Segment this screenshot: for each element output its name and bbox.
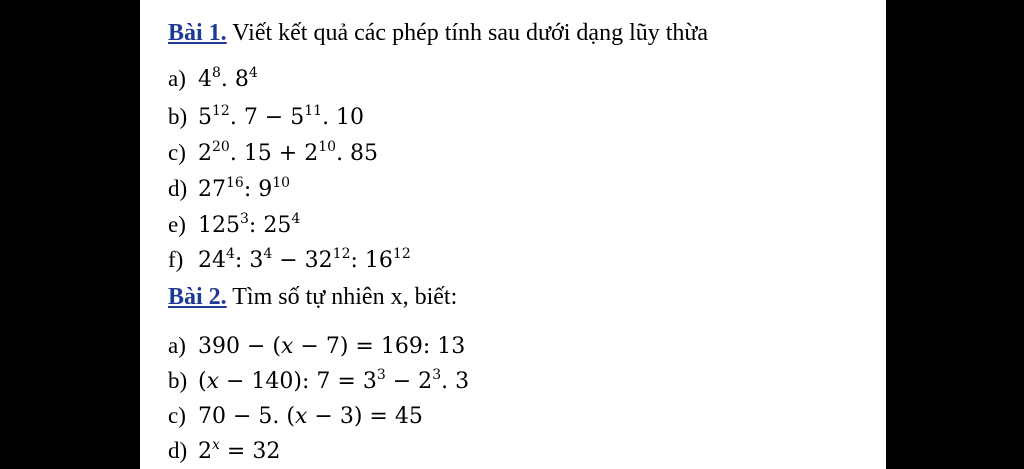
- exercise-2-item-b: [168, 368, 469, 394]
- exercise-1-item-b: [168, 104, 364, 130]
- exercise-1-item-a: [168, 66, 258, 92]
- item-letter: b): [168, 368, 188, 393]
- item-letter: d): [168, 176, 188, 201]
- exercise-2-item-c: [168, 403, 423, 429]
- item-expression: $2^x = 32$: [198, 437, 281, 464]
- item-letter: c): [168, 403, 186, 428]
- item-expression: $27^{16}$: $9^{10}$: [198, 175, 291, 202]
- item-expression: $5^{12}$. $7 - 5^{11}$. 10: [198, 103, 365, 130]
- exercise-1-label: Bài 1.: [168, 20, 227, 46]
- exercise-1-text: Viết kết quả các phép tính sau dưới dạng lũy thừa: [226, 20, 709, 46]
- exercise-1-heading: [168, 20, 708, 47]
- exercise-2-item-d: [168, 438, 280, 464]
- item-letter: e): [168, 212, 186, 237]
- exercise-2-text: Tìm số tự nhiên x, biết:: [226, 284, 458, 310]
- item-expression: 390 − (x − 7) = 169: 13: [198, 334, 466, 359]
- document-page: [140, 0, 886, 469]
- exercise-2-heading: [168, 284, 457, 311]
- item-letter: c): [168, 140, 186, 165]
- item-expression: $24^4$: $3^4 - 32^{12}$: $16^{12}$: [198, 246, 411, 273]
- item-expression: (x − 140): $7 = 3^3 - 2^3$. 3: [198, 367, 470, 394]
- item-letter: a): [168, 333, 186, 358]
- exercise-1-item-e: [168, 212, 300, 238]
- item-letter: a): [168, 66, 186, 91]
- exercise-1-item-c: [168, 140, 378, 166]
- item-letter: b): [168, 104, 188, 129]
- exercise-2-label: Bài 2.: [168, 284, 227, 310]
- item-expression: $4^8$. $8^4$: [198, 65, 258, 92]
- item-expression: $2^{20}$. $15 + 2^{10}$. 85: [198, 139, 379, 166]
- exercise-2-item-a: [168, 333, 465, 359]
- item-expression: 70 − 5. (x − 3) = 45: [198, 404, 423, 429]
- exercise-1-item-d: [168, 176, 290, 202]
- item-letter: f): [168, 247, 184, 272]
- item-expression: $125^3$: $25^4$: [198, 211, 301, 238]
- exercise-1-item-f: [168, 247, 411, 273]
- item-letter: d): [168, 438, 188, 463]
